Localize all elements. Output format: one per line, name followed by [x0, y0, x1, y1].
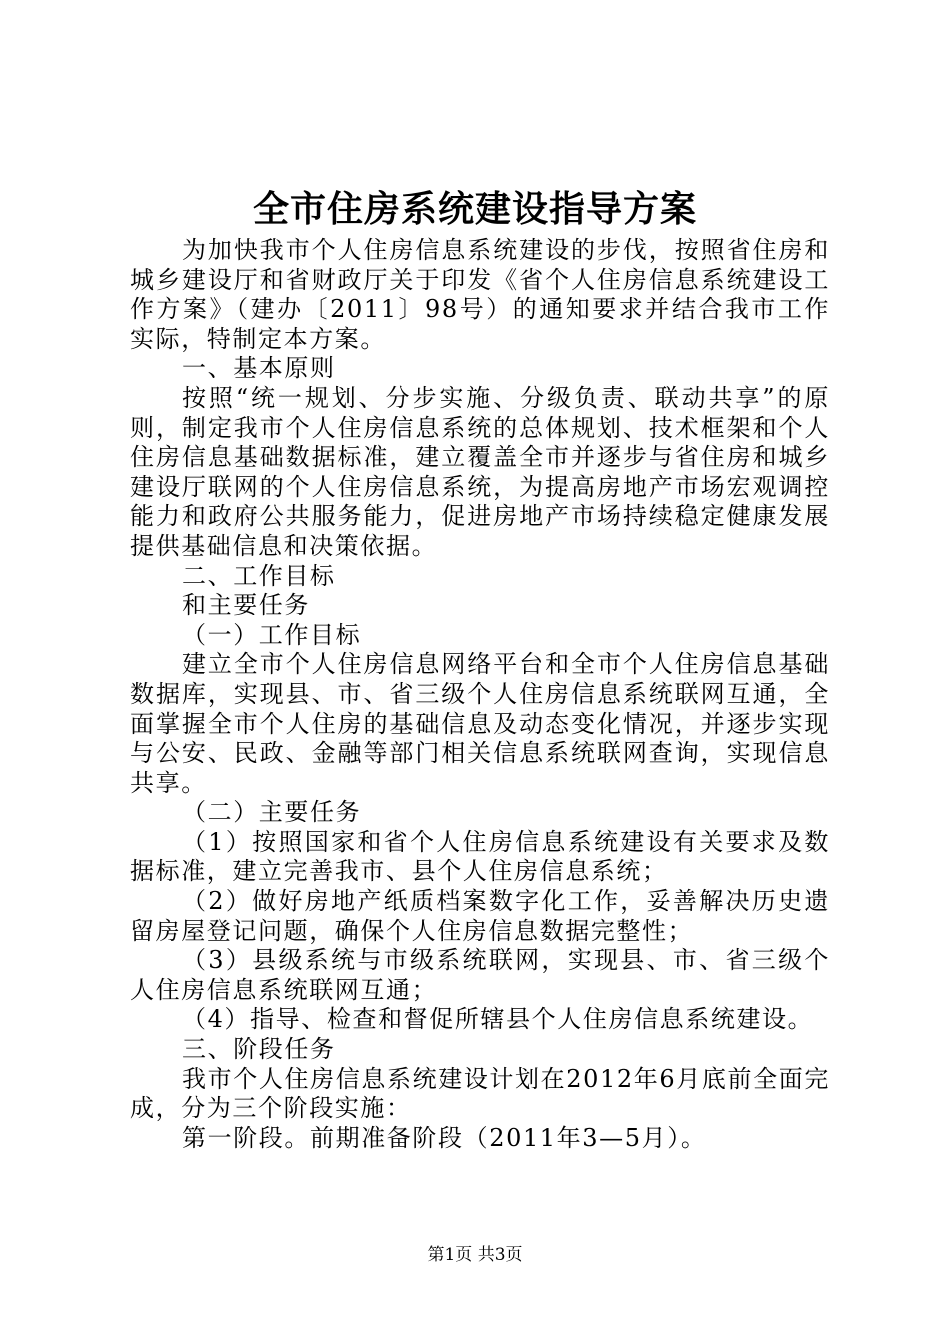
subheading-main-tasks: （二）主要任务 — [182, 798, 362, 827]
task-item-4: （4）指导、检查和督促所辖县个人住房信息系统建设。 — [182, 1005, 814, 1034]
task-item-2: （2）做好房地产纸质档案数字化工作，妥善解决历史遗留房屋登记问题，确保个人住房信息数据完整性； — [130, 887, 830, 945]
task-item-3: （3）县级系统与市级系统联网，实现县、市、省三级个人住房信息系统联网互通； — [130, 946, 830, 1004]
paragraph-intro: 为加快我市个人住房信息系统建设的步伐，按照省住房和城乡建设厅和省财政厅关于印发《省个人住房信息系统建设工作方案》（建办〔2011〕98号）的通知要求并结合我市工作实际，特制定本方案。 — [130, 236, 830, 353]
heading-phase-tasks: 三、阶段任务 — [182, 1035, 336, 1064]
heading-basic-principles: 一、基本原则 — [182, 354, 336, 383]
heading-work-goals: 二、工作目标 — [182, 561, 336, 590]
document-title: 全市住房系统建设指导方案 — [252, 189, 697, 230]
heading-main-tasks-continued: 和主要任务 — [182, 591, 310, 620]
paragraph-phase-one: 第一阶段。前期准备阶段（2011年3—5月）。 — [182, 1123, 707, 1152]
subheading-work-goals: （一）工作目标 — [182, 620, 362, 649]
paragraph-work-goals: 建立全市个人住房信息网络平台和全市个人住房信息基础数据库，实现县、市、省三级个人住房信息系统联网互通，全面掌握全市个人住房的基础信息及动态变化情况，并逐步实现与公安、民政、金融等部门相关信息系统联网查询，实现信息共享。 — [130, 650, 830, 797]
page-footer: 第1页 共3页 — [427, 1245, 523, 1265]
paragraph-phase-plan: 我市个人住房信息系统建设计划在2012年6月底前全面完成，分为三个阶段实施： — [130, 1064, 830, 1123]
task-item-1: （1）按照国家和省个人住房信息系统建设有关要求及数据标准，建立完善我市、县个人住房信息系统； — [130, 827, 830, 886]
document-body — [130, 236, 830, 1153]
paragraph-principles: 按照“统一规划、分步实施、分级负责、联动共享”的原则，制定我市个人住房信息系统的总体规划、技术框架和个人住房信息基础数据标准，建立覆盖全市并逐步与省住房和城乡建设厅联网的个人住房信息系统，为提高房地产市场宏观调控能力和政府公共服务能力，促进房地产市场持续稳定健康发展提供基础信息和决策依据。 — [130, 383, 830, 560]
